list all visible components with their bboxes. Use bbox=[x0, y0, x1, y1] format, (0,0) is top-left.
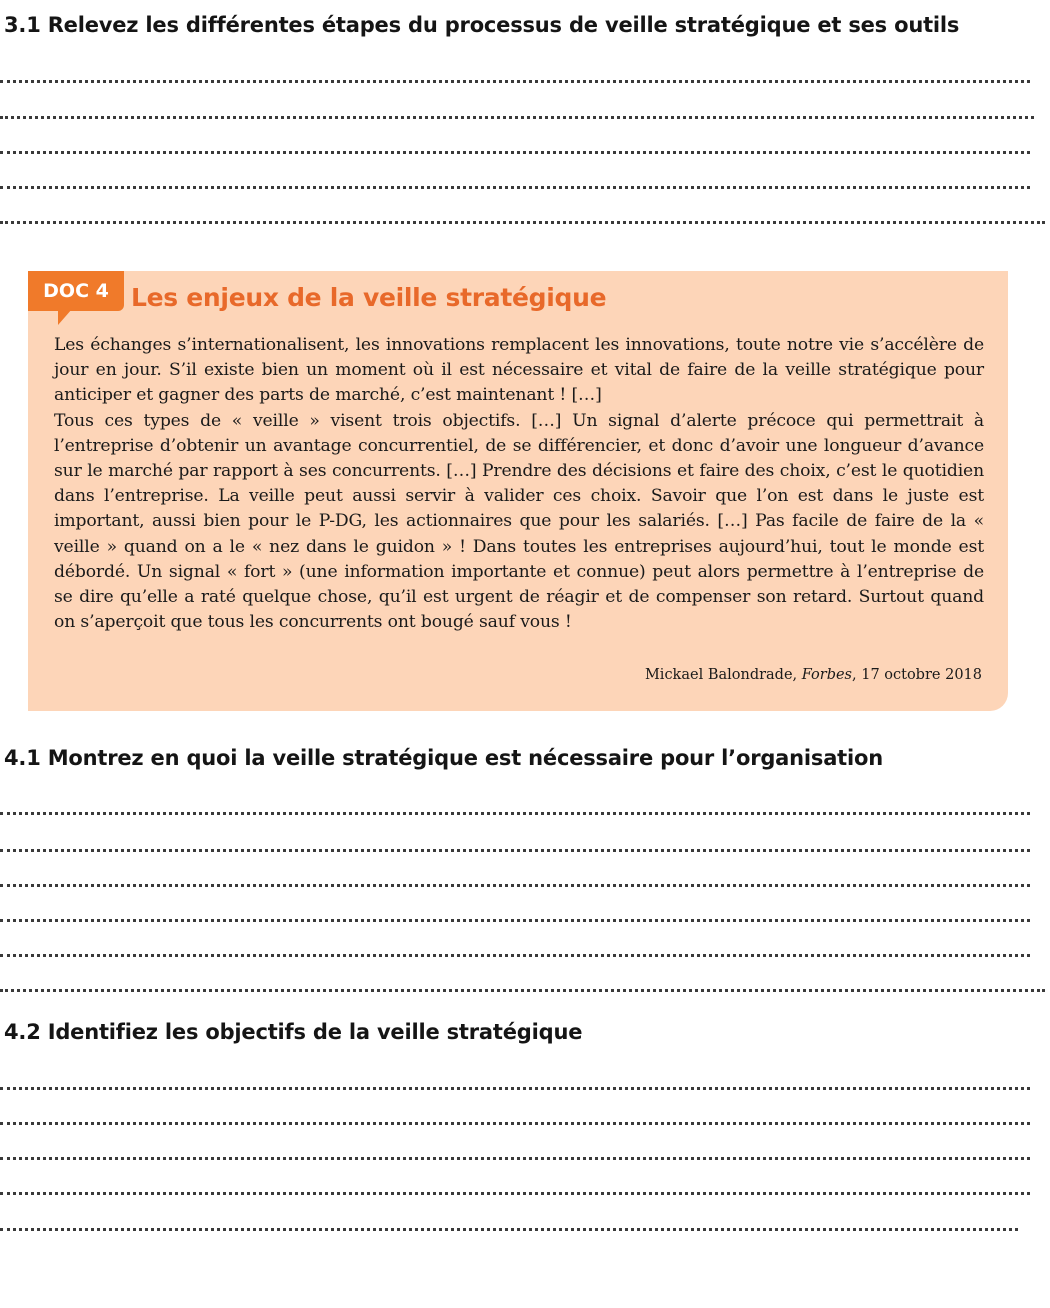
answer-line[interactable] bbox=[0, 989, 1045, 992]
doc-badge-tail bbox=[58, 309, 72, 325]
source-publication: Forbes bbox=[801, 667, 852, 683]
question-3-1: 3.1 Relevez les différentes étapes du processus de veille stratégique et ses outils bbox=[4, 13, 960, 37]
doc-paragraph: Les échanges s’internationalisent, les innovations remplacent les innovations, toute notre vie s’accélère de jour en jour. S’il existe bien un moment où il est nécessaire et vital de faire de la veille stratégique pour anticiper et gagner des parts de marché, c’est maintenant ! […] bbox=[54, 335, 984, 406]
document-box bbox=[28, 271, 1008, 711]
answer-line[interactable] bbox=[0, 884, 1030, 887]
answer-line[interactable] bbox=[0, 1192, 1030, 1195]
source-date: , 17 octobre 2018 bbox=[852, 667, 982, 683]
answer-line[interactable] bbox=[0, 954, 1030, 957]
answer-line[interactable] bbox=[0, 186, 1030, 189]
doc-source bbox=[645, 667, 982, 683]
answer-line[interactable] bbox=[0, 1087, 1030, 1090]
answer-line[interactable] bbox=[0, 80, 1030, 83]
answer-line[interactable] bbox=[0, 116, 1034, 119]
answer-line[interactable] bbox=[0, 849, 1030, 852]
question-4-2: 4.2 Identifiez les objectifs de la veille stratégique bbox=[4, 1020, 583, 1044]
answer-line[interactable] bbox=[0, 1228, 1018, 1231]
answer-line[interactable] bbox=[0, 151, 1030, 154]
doc-text bbox=[54, 333, 984, 635]
doc-title: Les enjeux de la veille stratégique bbox=[131, 283, 607, 312]
source-author: Mickael Balondrade, bbox=[644, 667, 798, 683]
doc-paragraph: Tous ces types de « veille » visent trois objectifs. […] Un signal d’alerte précoce qui permettrait à l’entreprise d’obtenir un avantage concurrentiel, de se différencier, et donc d’avoir une longueur d’avance sur le marché par rapport à ses concurrents. […] Prendre des décisions et faire des choix, c’est le quotidien dans l’entreprise. La veille peut aussi servir à valider ces choix. Savoir que l’on est dans le juste est important, aussi bien pour le P-DG, les actionnaires que pour les salariés. […] Pas facile de faire de la « veille » quand on a le « nez dans le guidon » ! Dans toutes les entreprises aujourd’hui, tout le monde est débordé. Un signal « fort » (une information importante et connue) peut alors permettre à l’entreprise de se dire qu’elle a raté quelque chose, qu’il est urgent de réagir et de compenser son retard. Surtout quand on s’aperçoit que tous les concurrents ont bougé sauf vous ! bbox=[54, 410, 984, 633]
answer-line[interactable] bbox=[0, 919, 1030, 922]
answer-line[interactable] bbox=[0, 1157, 1030, 1160]
answer-line[interactable] bbox=[0, 221, 1045, 224]
answer-line[interactable] bbox=[0, 812, 1030, 815]
question-4-1: 4.1 Montrez en quoi la veille stratégique est nécessaire pour l’organisation bbox=[4, 746, 883, 770]
answer-line[interactable] bbox=[0, 1122, 1030, 1125]
doc-badge: DOC 4 bbox=[28, 271, 124, 311]
